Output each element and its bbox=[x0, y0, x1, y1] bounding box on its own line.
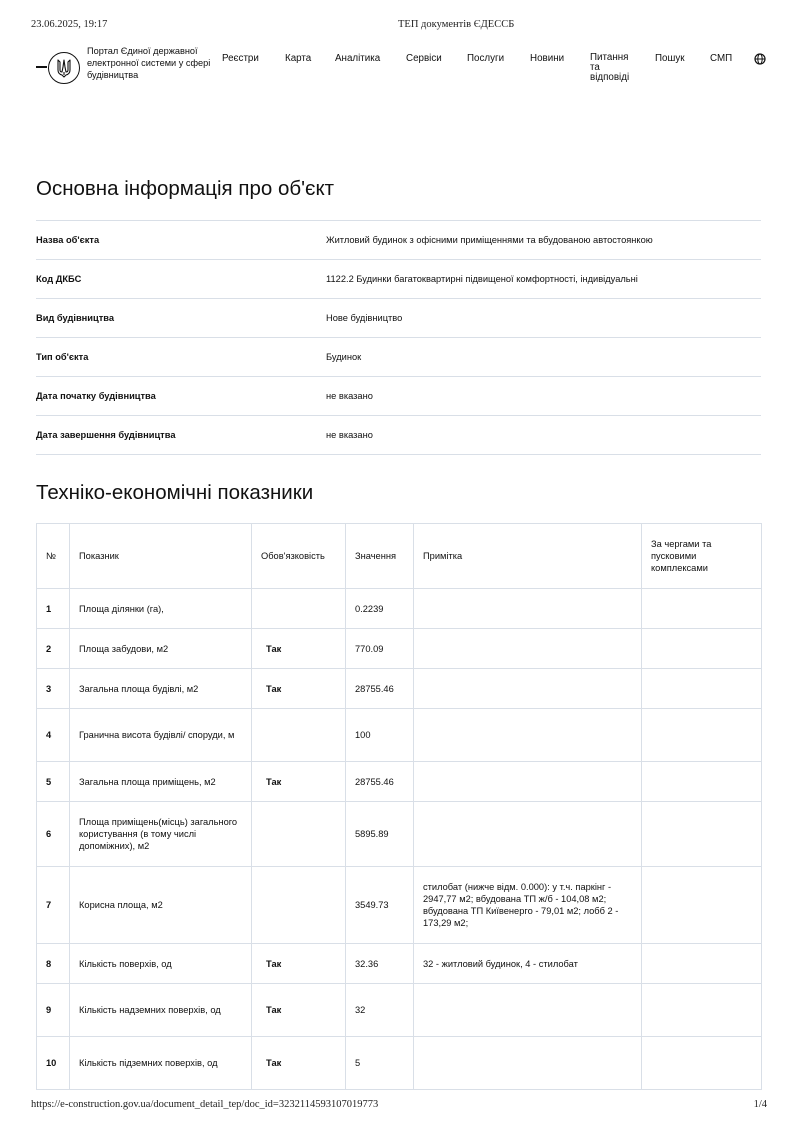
cell-number: 10 bbox=[37, 1037, 70, 1090]
cell-value: 32 bbox=[346, 984, 414, 1037]
cell-value: 5895.89 bbox=[346, 802, 414, 867]
cell-number: 3 bbox=[37, 669, 70, 709]
col-header-value: Значення bbox=[346, 524, 414, 589]
col-header-note: Примітка bbox=[414, 524, 642, 589]
main-info-list bbox=[36, 220, 761, 455]
cell-required: Так bbox=[252, 1037, 346, 1090]
nav-item-map[interactable]: Карта bbox=[285, 53, 312, 64]
cell-note bbox=[414, 669, 642, 709]
cell-value: 3549.73 bbox=[346, 867, 414, 944]
cell-stage bbox=[642, 984, 762, 1037]
cell-note bbox=[414, 984, 642, 1037]
col-header-required: Обов'язковість bbox=[252, 524, 346, 589]
nav-item-offerings[interactable]: Послуги bbox=[467, 53, 505, 64]
cell-required: Так bbox=[252, 944, 346, 984]
cell-number: 5 bbox=[37, 762, 70, 802]
cell-note bbox=[414, 762, 642, 802]
cell-value: 5 bbox=[346, 1037, 414, 1090]
info-label: Тип об'єкта bbox=[36, 352, 89, 362]
table-row bbox=[37, 762, 762, 802]
cell-note: 32 - житловий будинок, 4 - стилобат bbox=[414, 944, 642, 984]
cell-required bbox=[252, 589, 346, 629]
cell-indicator: Площа забудови, м2 bbox=[70, 629, 252, 669]
cell-note bbox=[414, 629, 642, 669]
cell-indicator: Загальна площа приміщень, м2 bbox=[70, 762, 252, 802]
info-row bbox=[36, 338, 761, 377]
globe-icon[interactable] bbox=[754, 53, 766, 65]
cell-indicator: Кількість поверхів, од bbox=[70, 944, 252, 984]
cell-stage bbox=[642, 669, 762, 709]
portal-name: Портал Єдиної державної електронної системи у сфері будівництва bbox=[87, 46, 211, 80]
cell-value: 770.09 bbox=[346, 629, 414, 669]
print-header bbox=[31, 19, 771, 33]
cell-note bbox=[414, 802, 642, 867]
cell-required: Так bbox=[252, 762, 346, 802]
cell-indicator: Кількість надземних поверхів, од bbox=[70, 984, 252, 1037]
table-row bbox=[37, 984, 762, 1037]
cell-stage bbox=[642, 709, 762, 762]
cell-number: 8 bbox=[37, 944, 70, 984]
cell-note bbox=[414, 589, 642, 629]
info-value: Нове будівництво bbox=[326, 313, 403, 323]
nav-item-registries[interactable]: Реєстри bbox=[222, 53, 259, 64]
cell-value: 28755.46 bbox=[346, 762, 414, 802]
info-label: Дата початку будівництва bbox=[36, 391, 156, 401]
table-row bbox=[37, 629, 762, 669]
cell-indicator: Корисна площа, м2 bbox=[70, 867, 252, 944]
nav-item-services[interactable]: Сервіси bbox=[406, 53, 442, 64]
info-label: Код ДКБС bbox=[36, 274, 82, 284]
info-value: не вказано bbox=[326, 391, 373, 401]
info-row bbox=[36, 221, 761, 260]
cell-value: 28755.46 bbox=[346, 669, 414, 709]
cell-indicator: Загальна площа будівлі, м2 bbox=[70, 669, 252, 709]
table-header-row bbox=[37, 524, 762, 589]
info-row bbox=[36, 416, 761, 455]
cell-value: 0.2239 bbox=[346, 589, 414, 629]
col-header-indicator: Показник bbox=[70, 524, 252, 589]
cell-note bbox=[414, 709, 642, 762]
col-header-stages: За чергами та пусковими комплексами bbox=[642, 524, 762, 589]
table-row bbox=[37, 589, 762, 629]
print-url: https://e-construction.gov.ua/document_detail_tep/doc_id=3232114593107019773 bbox=[31, 1099, 379, 1110]
cell-note: стилобат (нижче відм. 0.000): у т.ч. паркінг - 2947,77 м2; вбудована ТП ж/б - 104,08 м2; вбудована ТП Київенерго - 79,01 м2; лобб 2 - 173,29 м2; bbox=[414, 867, 642, 944]
info-label: Вид будівництва bbox=[36, 313, 115, 323]
cell-value: 32.36 bbox=[346, 944, 414, 984]
info-row bbox=[36, 260, 761, 299]
cell-number: 7 bbox=[37, 867, 70, 944]
cell-required: Так bbox=[252, 669, 346, 709]
cell-stage bbox=[642, 802, 762, 867]
cell-number: 4 bbox=[37, 709, 70, 762]
cell-required bbox=[252, 802, 346, 867]
table-row bbox=[37, 944, 762, 984]
nav-item-faq[interactable]: Питання та відповіді bbox=[590, 52, 630, 83]
info-row bbox=[36, 299, 761, 338]
cell-stage bbox=[642, 589, 762, 629]
print-title: ТЕП документів ЄДЕССБ bbox=[398, 19, 515, 30]
cell-required bbox=[252, 709, 346, 762]
cell-required bbox=[252, 867, 346, 944]
cell-number: 1 bbox=[37, 589, 70, 629]
nav-item-news[interactable]: Новини bbox=[530, 53, 565, 64]
info-label: Дата завершення будівництва bbox=[36, 430, 176, 440]
cell-indicator: Кількість підземних поверхів, од bbox=[70, 1037, 252, 1090]
menu-dash-icon bbox=[36, 66, 47, 68]
cell-stage bbox=[642, 629, 762, 669]
cell-number: 9 bbox=[37, 984, 70, 1037]
cell-indicator: Площа приміщень(місць) загального користування (в тому числі допоміжних), м2 bbox=[70, 802, 252, 867]
print-date: 23.06.2025, 19:17 bbox=[31, 19, 108, 30]
info-row bbox=[36, 377, 761, 416]
cell-stage bbox=[642, 1037, 762, 1090]
print-footer bbox=[31, 1099, 771, 1110]
cell-value: 100 bbox=[346, 709, 414, 762]
col-header-number: № bbox=[37, 524, 70, 589]
nav-item-analytics[interactable]: Аналітика bbox=[335, 53, 381, 64]
info-value: 1122.2 Будинки багатоквартирні підвищеної комфортності, індивідуальні bbox=[326, 274, 638, 284]
nav-item-search[interactable]: Пошук bbox=[655, 53, 685, 64]
cell-indicator: Гранична висота будівлі/ споруди, м bbox=[70, 709, 252, 762]
info-value: Будинок bbox=[326, 352, 362, 362]
cell-required: Так bbox=[252, 984, 346, 1037]
table-row bbox=[37, 1037, 762, 1090]
trident-icon bbox=[48, 52, 80, 84]
tep-table bbox=[36, 523, 762, 1090]
cell-stage bbox=[642, 867, 762, 944]
table-row bbox=[37, 709, 762, 762]
info-label: Назва об'єкта bbox=[36, 235, 100, 245]
cell-number: 2 bbox=[37, 629, 70, 669]
info-value: не вказано bbox=[326, 430, 373, 440]
cell-indicator: Площа ділянки (га), bbox=[70, 589, 252, 629]
tep-title: Техніко-економічні показники bbox=[36, 481, 314, 504]
cell-stage bbox=[642, 762, 762, 802]
main-info-title: Основна інформація про об'єкт bbox=[36, 177, 335, 200]
cell-required: Так bbox=[252, 629, 346, 669]
table-row bbox=[37, 802, 762, 867]
table-row bbox=[37, 669, 762, 709]
info-value: Житловий будинок з офісними приміщеннями та вбудованою автостоянкою bbox=[326, 235, 653, 245]
print-page-number: 1/4 bbox=[753, 1099, 767, 1110]
cell-note bbox=[414, 1037, 642, 1090]
cell-number: 6 bbox=[37, 802, 70, 867]
table-row bbox=[37, 867, 762, 944]
cell-stage bbox=[642, 944, 762, 984]
nav-item-smp[interactable]: СМП bbox=[710, 53, 733, 64]
